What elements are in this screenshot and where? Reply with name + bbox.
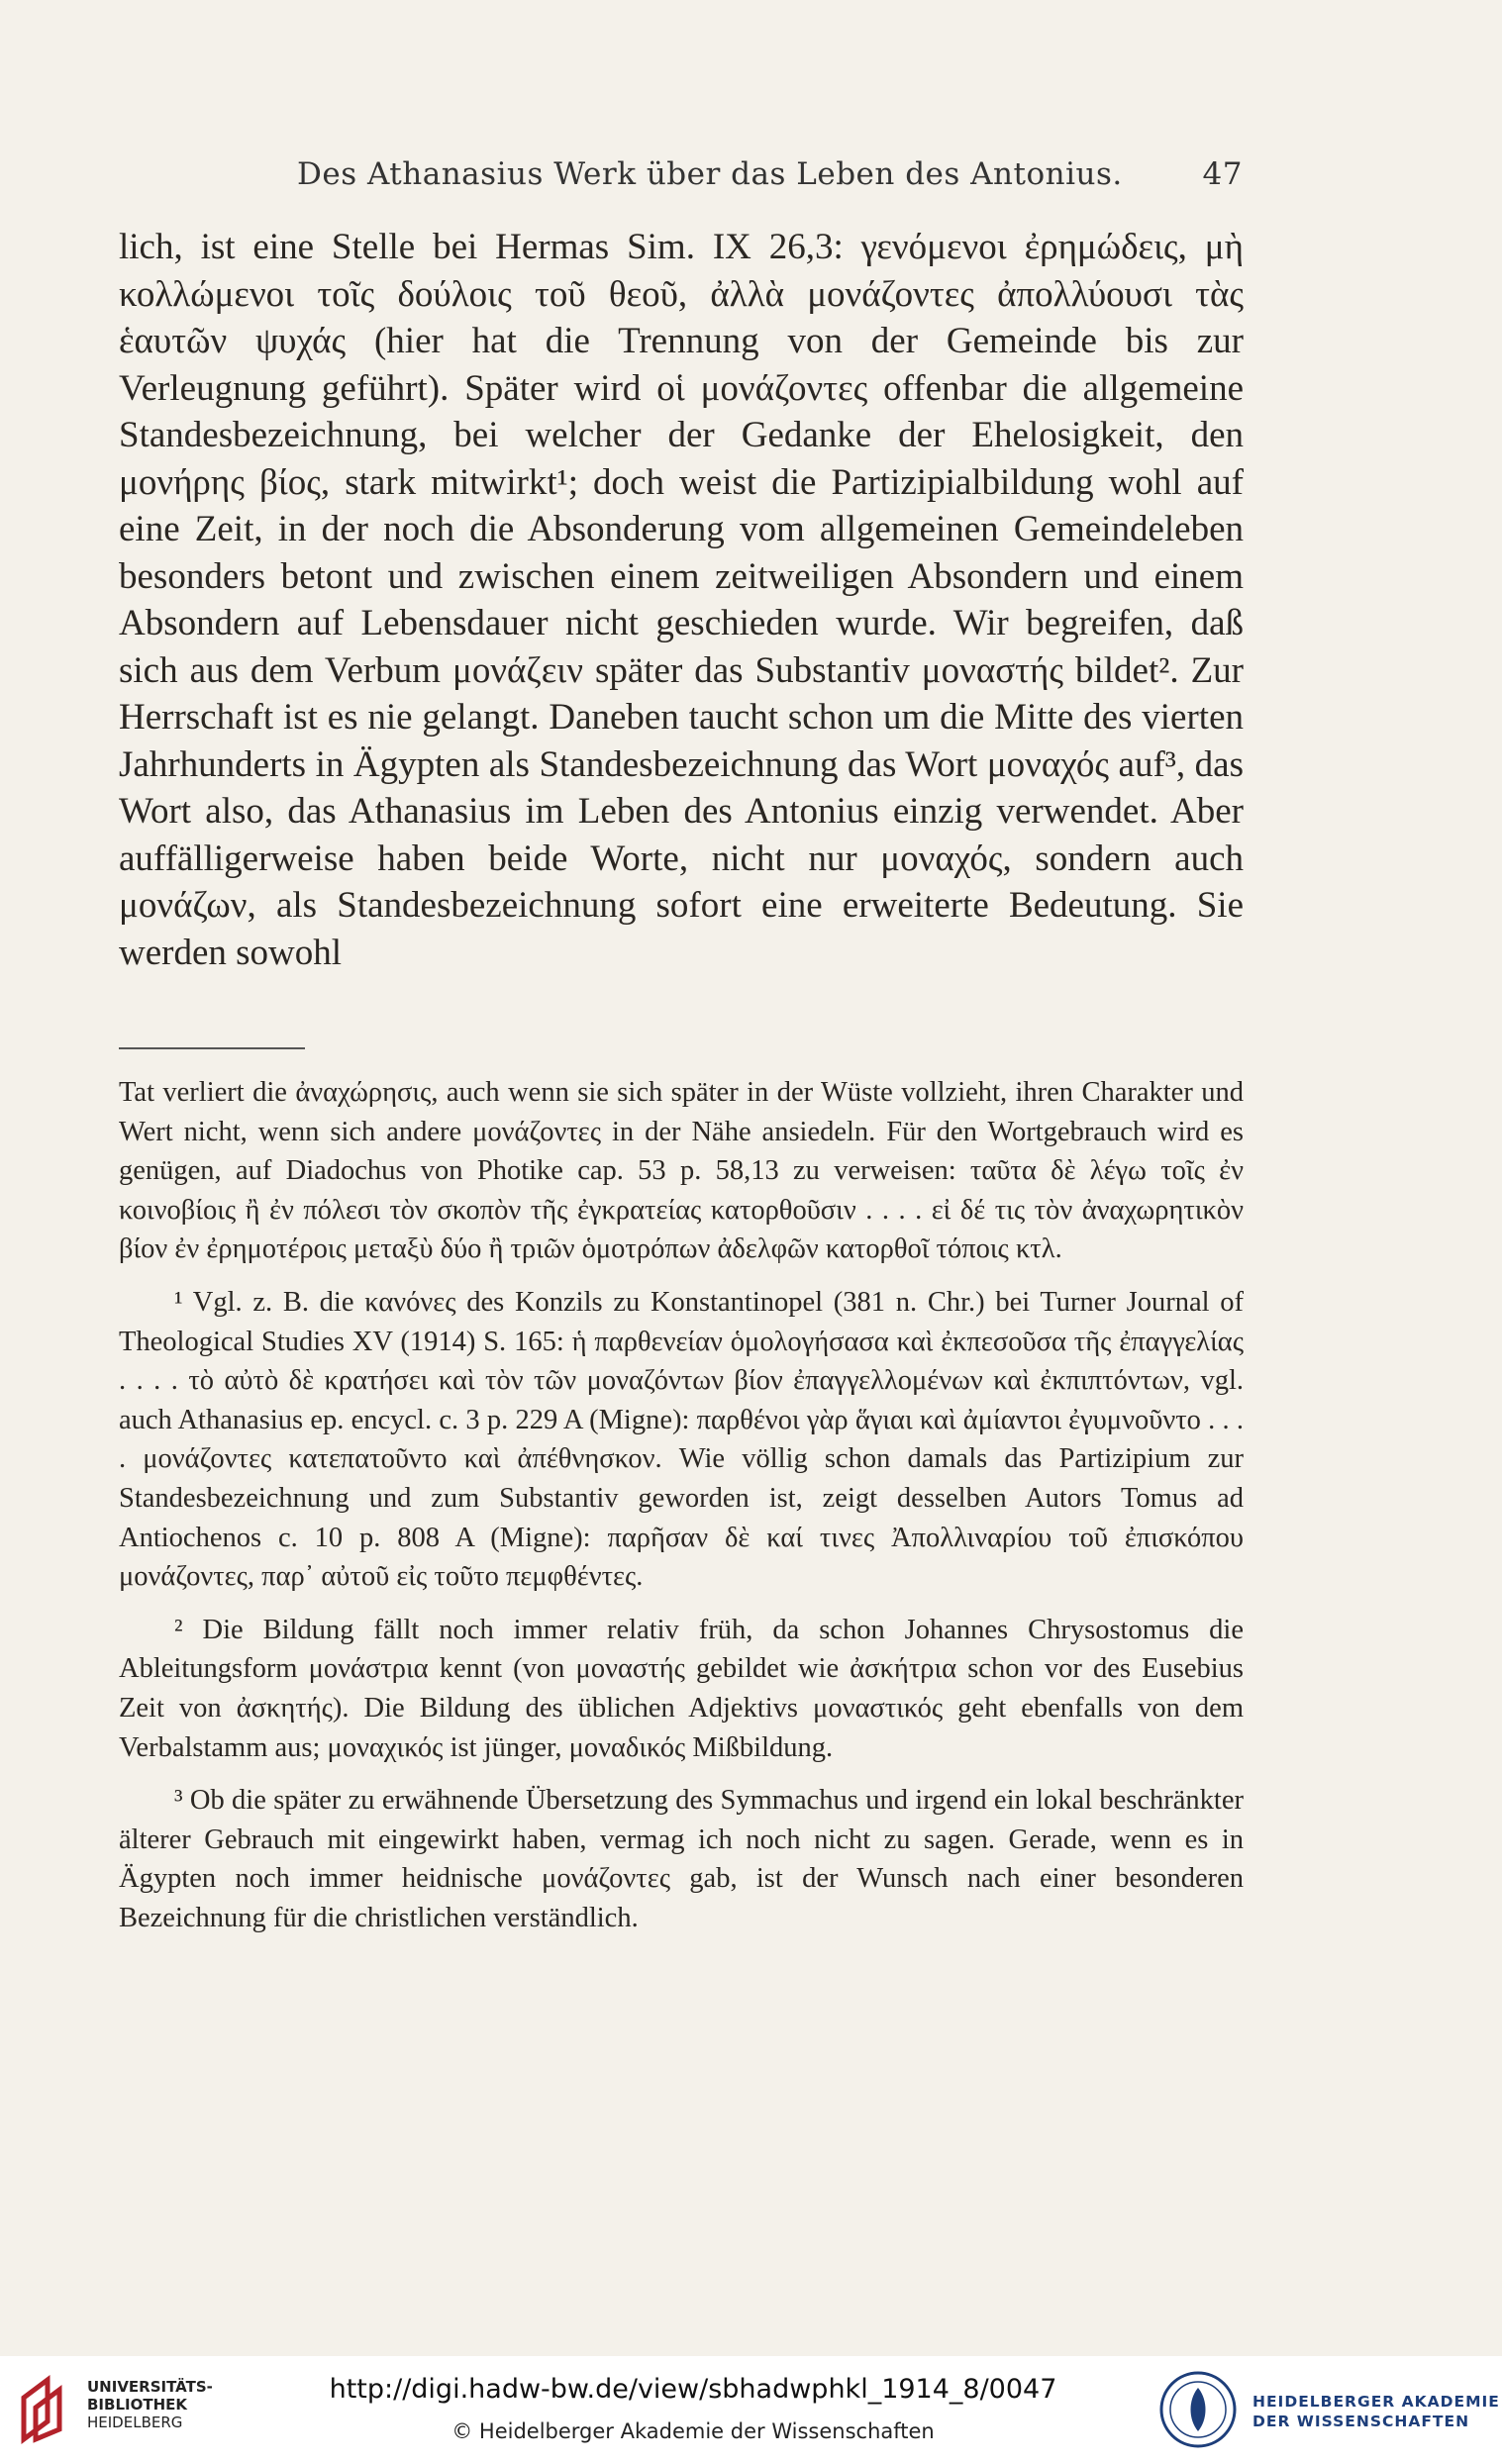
university-library-logo-icon <box>18 2374 79 2445</box>
main-text <box>119 224 1244 976</box>
footnote-2: ² Die Bildung fällt noch immer relativ früh, da schon Johannes Chrysostomus die Ableitungsform μονάστρια kennt (von μοναστής gebildet wie ἀσκήτρια schon vor des Eusebius Zeit von ἀσκητής). Die Bildung des üblichen Adjektivs μοναστικός geht ebenfalls von dem Verbalstamm aus; μοναχικός ist jünger, μοναδικός Mißbildung. <box>119 1614 1244 1763</box>
footer-bar <box>0 2356 1502 2464</box>
university-library-name: UNIVERSITÄTS- BIBLIOTHEK HEIDELBERG <box>87 2378 213 2431</box>
academy-seal-icon <box>1158 2370 1238 2449</box>
main-paragraph: lich, ist eine Stelle bei Hermas Sim. IX 26,3: γενόμενοι ἐρημώδεις, μὴ κολλώμενοι τοῖς δούλοις τοῦ θεοῦ, ἀλλὰ μονάζοντες ἀπολλύουσι τὰς ἑαυτῶν ψυχάς (hier hat die Trennung von der Gemeinde bis zur Verleugnung geführt). Später wird οἱ μονάζοντες offenbar die allgemeine Standesbezeichnung, bei welcher der Gedanke der Ehelosigkeit, den μονήρης βίος, stark mitwirkt¹; doch weist die Partizipialbildung wohl auf eine Zeit, in der noch die Absonderung vom allgemeinen Gemeindeleben besonders betont und zwischen einem zeitweiligen Absondern und einem Absondern auf Lebensdauer nicht geschieden wurde. Wir begreifen, daß sich aus dem Verbum μονάζειν später das Substantiv μοναστής bildet². Zur Herrschaft ist es nie gelangt. Daneben taucht schon um die Mitte des vierten Jahrhunderts in Ägypten als Standesbezeichnung das Wort μοναχός auf³, das Wort also, das Athanasius im Leben des Antonius einzig verwendet. Aber auffälligerweise haben beide Worte, nicht nur μοναχός, sondern auch μονάζων, als Standesbezeichnung sofort eine erweiterte Bedeutung. Sie werden sowohl <box>119 227 1244 973</box>
footnote-1: ¹ Vgl. z. B. die κανόνες des Konzils zu Konstantinopel (381 n. Chr.) bei Turner Journal of Theological Studies XV (1914) S. 165: ἡ παρθενείαν ὁμολογήσασα καὶ ἐκπεσοῦσα τῆς ἐπαγγελίας . . . . τὸ αὐτὸ δὲ κρατήσει καὶ τὸν τῶν μοναζόντων βίον ἐπαγγελλομένων καὶ ἐκπιπτόντων, vgl. auch Athanasius ep. encycl. c. 3 p. 229 A (Migne): παρθένοι γὰρ ἅγιαι καὶ ἀμίαντοι ἐγυμνοῦντο . . . . μονάζοντες κατεπατοῦντο καὶ ἀπέθνησκον. Wie völlig schon damals das Partizipium zur Standesbezeichnung und zum Substantiv geworden ist, zeigt desselben Autors Tomus ad Antiochenos c. 10 p. 808 A (Migne): παρῆσαν δὲ καί τινες Ἀπολλιναρίου τοῦ ἐπισκόπου μονάζοντες, παρ᾽ αὐτοῦ εἰς τοῦτο πεμφθέντες. <box>119 1286 1244 1593</box>
footnote-3: ³ Ob die später zu erwähnende Übersetzung des Symmachus und irgend ein lokal beschränkter älterer Gebrauch mit eingewirkt haben, vermag ich noch nicht zu sagen. Gerade, wenn es in Ägypten noch immer heidnische μονάζοντες gab, ist der Wunsch nach einer besonderen Bezeichnung für die christlichen verständlich. <box>119 1785 1244 1933</box>
permalink-url[interactable]: http://digi.hadw-bw.de/view/sbhadwphkl_1914_8/0047 <box>329 2374 1057 2405</box>
page-number: 47 <box>1202 156 1243 192</box>
footnote-continuation: Tat verliert die ἀναχώρησις, auch wenn sie sich später in der Wüste vollzieht, ihren Charakter und Wert nicht, wenn sich andere μονάζοντες in der Nähe ansiedeln. Für den Wortgebrauch wird es genügen, auf Diadochus von Photike cap. 53 p. 58,13 zu verweisen: ταῦτα δὲ λέγω τοῖς ἐν κοινοβίοις ἢ ἐν πόλεσι τὸν σκοπὸν τῆς ἐγκρατείας κατορθοῦσιν . . . . εἰ δέ τις τὸν ἀναχωρητικὸν βίον ἐν ἐρημοτέροις μεταξὺ δύο ἢ τριῶν ὁμοτρόπων ἀδελφῶν κατορθοῖ τόποις κτλ. <box>119 1077 1244 1265</box>
footnotes <box>119 1073 1244 1951</box>
running-head <box>297 156 1243 192</box>
academy-name: HEIDELBERGER AKADEMIE DER WISSENSCHAFTEN <box>1252 2393 1500 2430</box>
footnote-separator <box>119 1047 305 1049</box>
running-head-title: Des Athanasius Werk über das Leben des Antonius. <box>297 156 1123 192</box>
copyright-notice: © Heidelberger Akademie der Wissenschaften <box>451 2419 935 2443</box>
